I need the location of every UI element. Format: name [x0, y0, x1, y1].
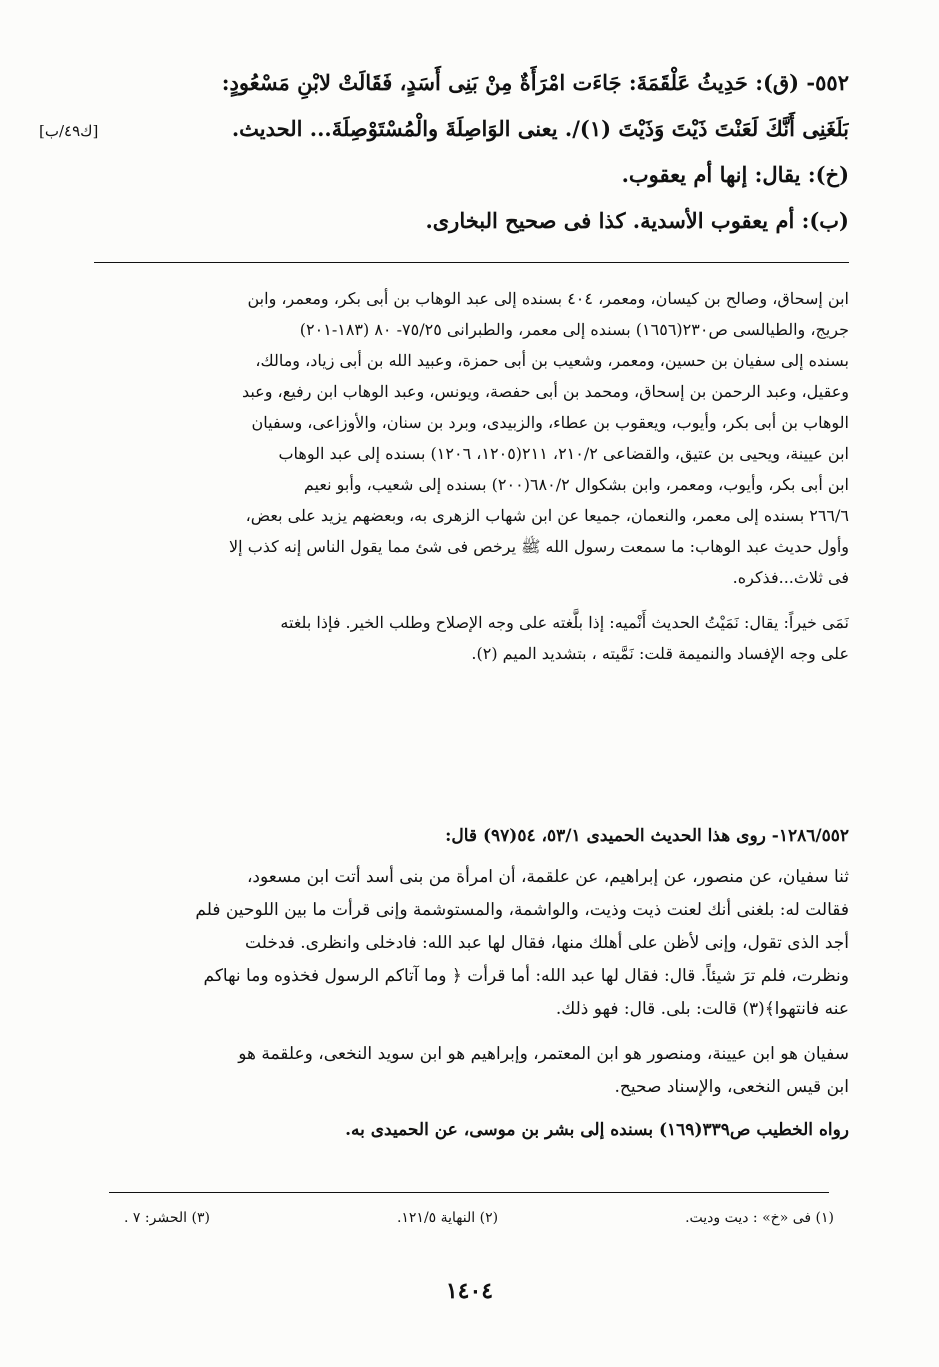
commentary-line: وعقيل، وعبد الرحمن بن إسحاق، ومحمد بن أبى حفصة، ويونس، وعبد الوهاب ابن رفيع، وعبد [241, 382, 849, 401]
isnad-note-line: ابن قيس النخعى، والإسناد صحيح. [614, 1077, 849, 1097]
commentary-line: ابن عيينة، ويحيى بن عتيق، والقضاعى ٢١٠/٢، ٢١١(١٢٠٥، ١٢٠٦) بسنده إلى عبد الوهاب [278, 444, 849, 463]
namma-gloss-line: نَمَى خيراً: يقال: نَمَيْتُ الحديث أَنْميه: إذا بلَّغته على وجه الإصلاح وطلب الخير. فإذا بلغته [280, 613, 849, 632]
hadith-2-line: فقالت له: بلغنى أنك لعنت ذيت وذيت، والواشمة، والمستوشمة وإنى قرأت ما بين اللوحين فلم [195, 900, 849, 920]
namma-gloss-line: على وجه الإفساد والنميمة قلت: نَمَّيته ، بتشديد الميم (٢). [471, 644, 849, 663]
hadith-heading-line-1: ٥٥٢- (ق): حَدِيثُ عَلْقَمَةَ: جَاءَت امْرَأَةٌ مِنْ بَنِى أَسَدٍ، فَقَالَتْ لابْنِ مَسْعُودٍ: [221, 70, 849, 95]
hadith-section-2 [99, 820, 849, 1147]
footnotes [124, 1210, 834, 1226]
footnote-divider [109, 1192, 829, 1193]
hadith-2-line: ونظرت، فلم ترَ شيئاً. قال: فقال لها عبد الله: أما قرأت ﴿ وما آتاكم الرسول فخذوه وما نهاكم [203, 966, 849, 986]
commentary-line: ٢٦٦/٦ بسنده إلى معمر، والنعمان، جميعا عن ابن شهاب الزهرى به، وبعضهم يزيد على بعض، [245, 506, 849, 525]
khatib-line: رواه الخطيب ص٣٣٩(١٦٩) بسنده إلى بشر بن موسى، عن الحميدى به. [345, 1120, 849, 1140]
margin-manuscript-ref: [ك٤٩/ب] [39, 122, 99, 140]
footnote-2: (٢) النهاية ١٢١/٥. [396, 1210, 499, 1226]
section-divider [94, 262, 849, 263]
commentary-line: ابن إسحاق، وصالح بن كيسان، ومعمر، ٤٠٤ بسنده إلى عبد الوهاب بن أبى بكر، ومعمر، وابن [247, 289, 849, 308]
commentary-line: الوهاب بن أبى بكر، وأيوب، ويعقوب بن عطاء، والزبيدى، وبرد بن سنان، والأوزاعى، وسفيان [251, 413, 849, 432]
gloss-khatib-line: (خ): يقال: إنها أم يعقوب. [621, 162, 849, 187]
hadith-2-line: أجد الذى تقول، وإنى لأظن على أهلك منها، فقال لها عبد الله: فادخلى وانظرى. فدخلت [245, 933, 849, 953]
commentary-line: وأول حديث عبد الوهاب: ما سمعت رسول الله ﷺ يرخص فى شئ مما يقول الناس إنه كذب إلا [229, 537, 849, 556]
commentary-line: فى ثلاث...فذكره. [732, 568, 849, 587]
footnote-1: (١) فى «خ» : ديت وديت. [685, 1210, 834, 1226]
hadith-2-title: ١٢٨٦/٥٥٢- روى هذا الحديث الحميدى ٥٣/١، ٥٤(٩٧) قال: [445, 826, 849, 846]
commentary-line: ابن أبى بكر، وأيوب، ومعمر، وابن بشكوال ٦٨٠/٢(٢٠٠) بسنده إلى شعيب، وأبو نعيم [303, 475, 849, 494]
commentary-line: جريج، والطيالسى ص٢٣٠(١٦٥٦) بسنده إلى معمر، والطبرانى ٧٥/٢٥- ٨٠ (١٨٣-٢٠١) [299, 320, 849, 339]
commentary-line: بسنده إلى سفيان بن حسين، ومعمر، وشعيب بن أبى حمزة، وعبيد الله بن أبى زياد، ومالك، [255, 351, 849, 370]
commentary-block [99, 283, 849, 669]
isnad-note-line: سفيان هو ابن عيينة، ومنصور هو ابن المعتمر، وإبراهيم هو ابن سويد النخعى، وعلقمة هو [238, 1044, 849, 1064]
hadith-heading-line-2-text: بَلَغَنِى أَنَّكَ لَعَنْتَ ذَيْتَ وَذَيْتَ (١)/. يعنى الوَاصِلَةَ والْمُسْتَوْصِلَةَ... الحديث. [231, 116, 849, 141]
hadith-2-line: عنه فانتهوا﴾(٣) قالت: بلى. قال: فهو ذلك. [555, 999, 849, 1019]
hadith-heading-block [39, 60, 849, 244]
page-number: ١٤٠٤ [445, 1278, 494, 1304]
gloss-b-line: (ب): أم يعقوب الأسدية. كذا فى صحيح البخارى. [425, 208, 849, 233]
hadith-2-line: ثنا سفيان، عن منصور، عن إبراهيم، عن علقمة، أن امرأة من بنى أسد أتت ابن مسعود، [246, 867, 849, 887]
hadith-heading-line-2 [99, 106, 849, 152]
footnote-3: (٣) الحشر: ٧ . [124, 1210, 210, 1226]
